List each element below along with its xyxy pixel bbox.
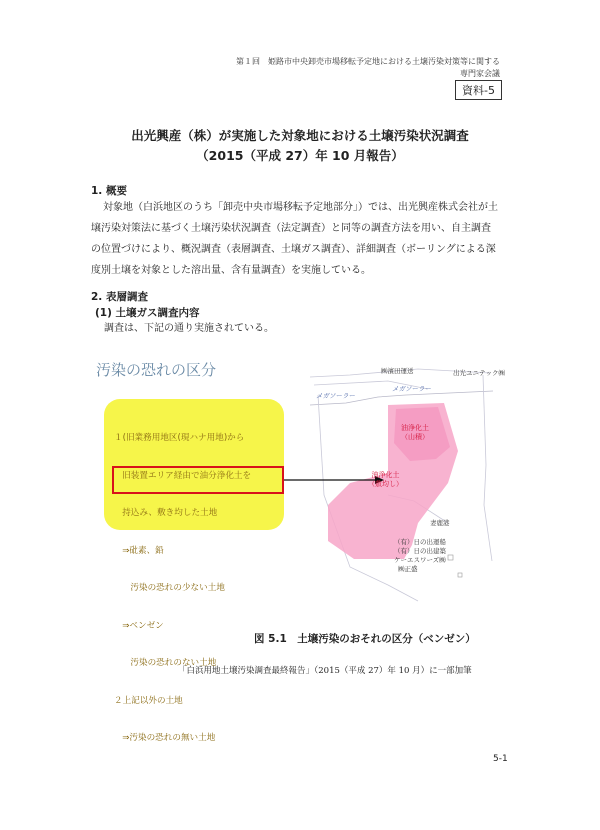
map-label-hinode-kensetsu: （有）日の出建築 <box>394 547 446 555</box>
map-label-hinode-kaiun: （有）日の出運船 <box>394 538 446 546</box>
map-label-mega-solar: メガソーラー <box>392 385 431 393</box>
legend-line: 旧装置エリア経由で油分浄化土を <box>114 470 252 481</box>
map-marker <box>458 573 462 577</box>
section-2-subheading: (1) 土壌ガス調査内容 <box>95 307 200 319</box>
legend-line: 持込み、敷き均した土地 <box>114 508 218 518</box>
figure-title: 汚染の恐れの区分 <box>96 361 217 379</box>
benzene-highlight-box <box>112 466 284 494</box>
section-1-line: 対象地（白浜地区のうち「卸売中央市場移転予定地部分」）では、出光興産株式会社が土 <box>103 202 498 213</box>
map-boundary-line <box>483 375 492 561</box>
document-label: 資料-5 <box>455 80 502 100</box>
legend-line: ⇒砒素、鉛 <box>114 545 164 556</box>
legend-line: ⇒ベンゼン <box>114 620 164 631</box>
page-title: 出光興産（株）が実施した対象地における土壌汚染状況調査 <box>131 128 469 143</box>
section-2-text: 調査は、下記の通り実施されている。 <box>104 323 274 334</box>
legend-line: １(旧業務用地区(現ハナ用地)から <box>114 433 245 443</box>
page-subtitle: （2015（平成 27）年 10 月報告） <box>196 148 404 163</box>
legend-text <box>114 407 251 770</box>
page-number: 5-1 <box>493 754 508 764</box>
header-line-2: 専門家会議 <box>460 69 500 78</box>
map-label-mound: 油浄化土 （山積） <box>401 424 429 441</box>
section-1-line: 度別土壌を対象とした溶出量、含有量調査）を実施している。 <box>91 265 371 276</box>
section-2-heading: 2. 表層調査 <box>91 291 148 303</box>
section-1-line: の位置づけにより、概況調査（表層調査、土壌ガス調査）、詳細調査（ボーリングによる深 <box>91 244 496 255</box>
map-label-jinsei: ㈱正盛 <box>398 565 418 573</box>
legend-line: ⇒汚染の恐れの無い土地 <box>114 733 216 743</box>
legend-line: ２上記以外の土地 <box>114 695 183 706</box>
map-marker <box>448 555 453 560</box>
section-1-body <box>91 197 523 281</box>
legend-line: 汚染の恐れのない土地 <box>114 658 217 668</box>
map-label-kesawords: ケーエスワーズ㈱ <box>394 556 446 564</box>
source-note: 「白浜用地土壌汚染調査最終報告」（2015（平成 27）年 10 月）に一部加筆 <box>178 666 472 676</box>
map-label-tsumaga-port: 妻鹿港 <box>430 519 450 527</box>
map-label-idemitsu-unitec: 出光ユニテック㈱ <box>453 369 505 377</box>
header-line-1: 第１回 姫路市中央卸売市場移転予定地における土壌汚染対策等に関する <box>236 57 500 66</box>
map-label-spread: 油浄化土 （敷均し） <box>368 471 403 488</box>
section-1-heading: 1. 概要 <box>91 185 127 197</box>
map-label-mega-solar: メガソーラー <box>316 392 355 400</box>
section-1-line: 壌汚染対策法に基づく土壌汚染状況調査（法定調査）と同等の調査方法を用い、自主調査 <box>91 223 491 234</box>
map-label-hamada-transport: ㈱濱田運送 <box>381 367 414 375</box>
legend-line: 汚染の恐れの少ない土地 <box>114 583 225 593</box>
figure-caption: 図 5.1 土壌汚染のおそれの区分（ベンゼン） <box>254 633 476 645</box>
